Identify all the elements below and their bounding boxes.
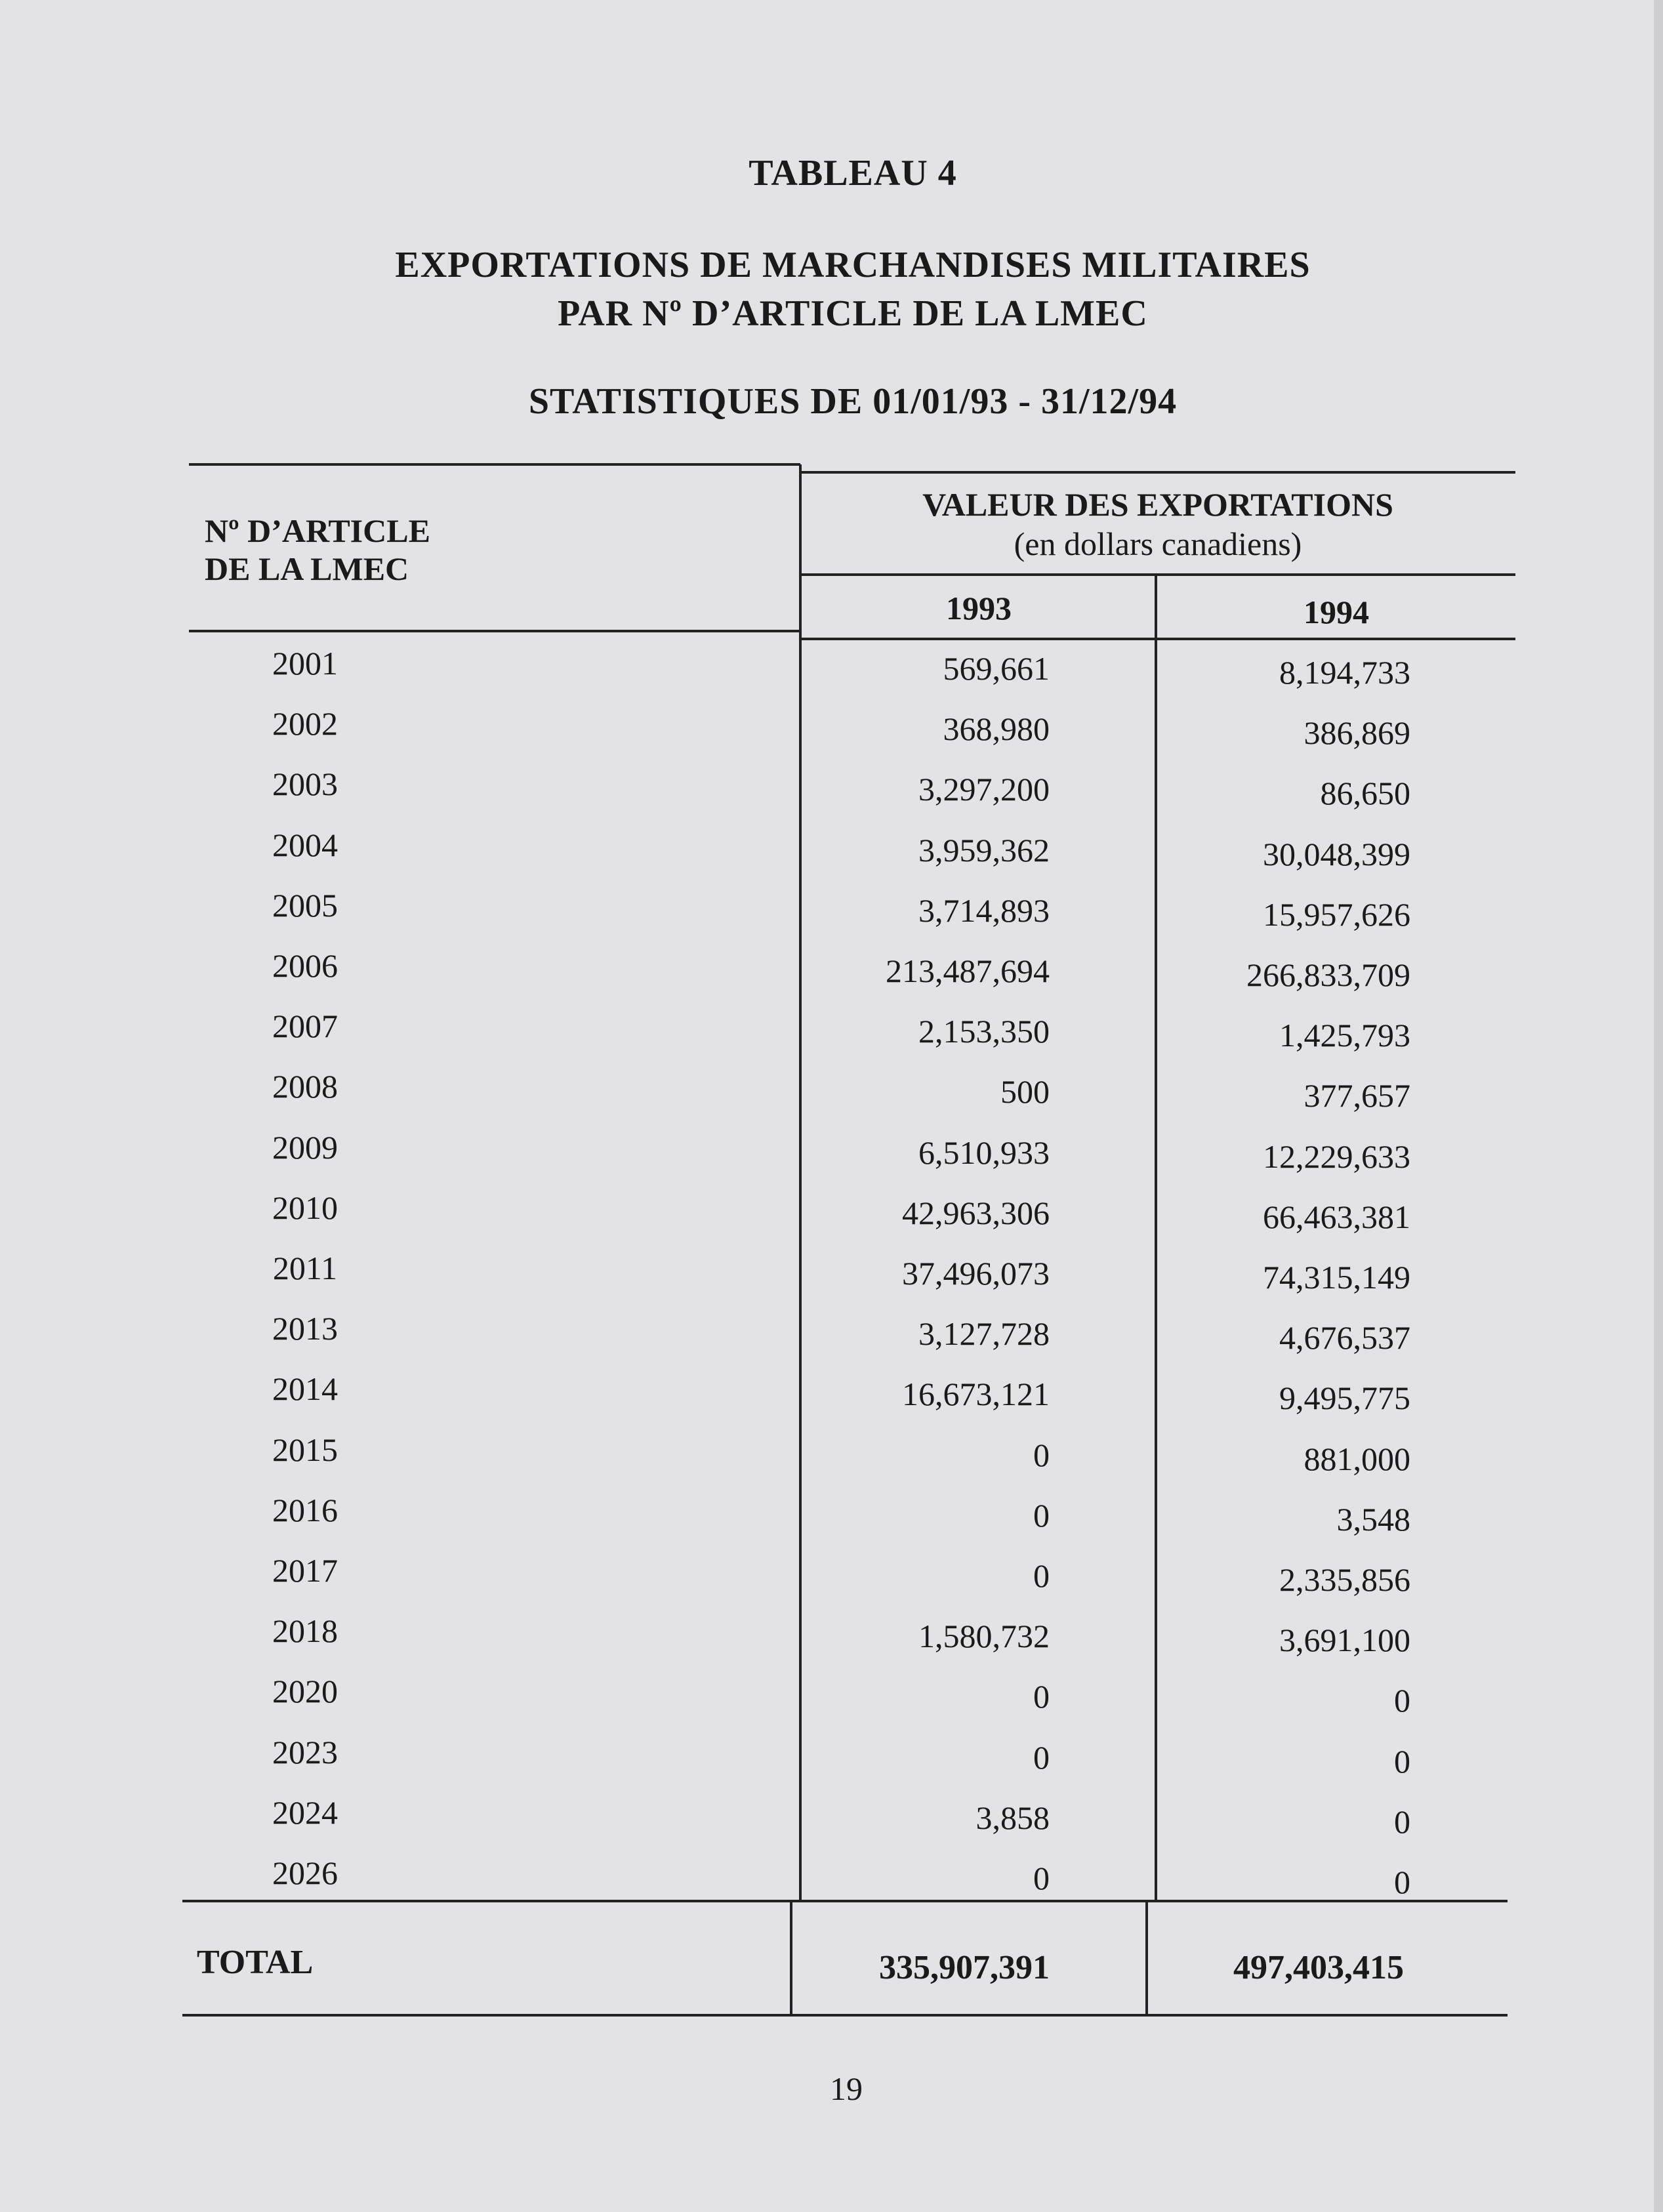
table-row <box>0 1370 1663 1430</box>
rule-total-bottom <box>182 2014 1508 2017</box>
value-1994-cell: 0 <box>1394 1803 1410 1840</box>
article-number-cell: 2014 <box>272 1370 338 1407</box>
value-1994-cell: 74,315,149 <box>1263 1259 1410 1296</box>
value-1994-cell: 3,691,100 <box>1279 1622 1410 1658</box>
article-number-cell: 2013 <box>272 1310 338 1347</box>
table-subtitle-line2: PAR Nº D’ARTICLE DE LA LMEC <box>558 293 1148 334</box>
value-1994-cell: 2,335,856 <box>1279 1561 1410 1598</box>
year-1993-header: 1993 <box>946 590 1012 626</box>
value-1994-cell: 86,650 <box>1320 775 1410 811</box>
value-1994-cell: 0 <box>1394 1864 1410 1900</box>
table-row <box>0 644 1663 705</box>
article-number-cell: 2006 <box>272 947 338 984</box>
value-header-line1: VALEUR DES EXPORTATIONS <box>922 486 1393 523</box>
value-1994-cell: 0 <box>1394 1682 1410 1719</box>
value-1994-cell: 4,676,537 <box>1279 1319 1410 1356</box>
value-1993-cell: 0 <box>1033 1739 1050 1776</box>
value-1994-cell: 1,425,793 <box>1279 1017 1410 1054</box>
value-1994-cell: 377,657 <box>1304 1077 1410 1114</box>
value-1994-cell: 0 <box>1394 1743 1410 1780</box>
table-row <box>0 1007 1663 1067</box>
total-1994: 497,403,415 <box>1233 1949 1404 1986</box>
value-header-line2: (en dollars canadiens) <box>1014 525 1302 562</box>
value-1994-cell: 12,229,633 <box>1263 1138 1410 1175</box>
total-1993: 335,907,391 <box>879 1949 1050 1986</box>
value-1993-cell: 16,673,121 <box>902 1376 1050 1412</box>
article-number-cell: 2024 <box>272 1794 338 1831</box>
value-1994-cell: 386,869 <box>1304 714 1410 751</box>
value-1993-cell: 0 <box>1033 1860 1050 1896</box>
table-row <box>0 765 1663 825</box>
table-row <box>0 826 1663 886</box>
article-number-cell: 2023 <box>272 1734 338 1771</box>
table-row <box>0 1672 1663 1732</box>
article-number-cell: 2002 <box>272 705 338 742</box>
article-number-cell: 2009 <box>272 1129 338 1166</box>
table-row <box>0 1309 1663 1370</box>
table-row <box>0 1612 1663 1672</box>
article-number-cell: 2004 <box>272 827 338 863</box>
value-1994-cell: 66,463,381 <box>1263 1198 1410 1235</box>
value-1994-cell: 881,000 <box>1304 1441 1410 1477</box>
rule-header-right <box>800 638 1515 640</box>
rule-top-left <box>189 463 800 466</box>
value-1994-cell: 8,194,733 <box>1279 654 1410 691</box>
article-number-cell: 2008 <box>272 1068 338 1105</box>
value-1993-cell: 500 <box>1000 1073 1050 1110</box>
value-1994-cell: 15,957,626 <box>1263 896 1410 933</box>
rule-header-left <box>189 630 800 632</box>
value-1993-cell: 3,127,728 <box>918 1315 1050 1352</box>
article-number-cell: 2026 <box>272 1854 338 1891</box>
value-1993-cell: 2,153,350 <box>918 1013 1050 1050</box>
table-row <box>0 886 1663 947</box>
article-number-cell: 2011 <box>272 1250 338 1286</box>
article-number-cell: 2005 <box>272 887 338 924</box>
table-row <box>0 1189 1663 1249</box>
article-header-line1: Nº D’ARTICLE <box>205 512 430 549</box>
value-1993-cell: 213,487,694 <box>886 952 1050 989</box>
article-number-cell: 2001 <box>272 645 338 682</box>
article-number-cell: 2018 <box>272 1612 338 1649</box>
table-row <box>0 1491 1663 1551</box>
article-number-cell: 2017 <box>272 1552 338 1589</box>
article-number-cell: 2016 <box>272 1492 338 1528</box>
table-row <box>0 1854 1663 1914</box>
table-row <box>0 1067 1663 1128</box>
value-1993-cell: 0 <box>1033 1557 1050 1594</box>
value-1993-cell: 0 <box>1033 1678 1050 1715</box>
table-row <box>0 1793 1663 1854</box>
value-1994-cell: 266,833,709 <box>1246 956 1410 993</box>
value-1993-cell: 368,980 <box>943 710 1050 747</box>
value-1993-cell: 3,297,200 <box>918 771 1050 808</box>
value-1994-cell: 3,548 <box>1336 1501 1410 1538</box>
value-1994-cell: 30,048,399 <box>1263 836 1410 872</box>
value-1993-cell: 1,580,732 <box>918 1618 1050 1654</box>
statistics-period: STATISTIQUES DE 01/01/93 - 31/12/94 <box>528 381 1178 422</box>
article-header-line2: DE LA LMEC <box>205 550 409 587</box>
value-1993-cell: 0 <box>1033 1497 1050 1534</box>
value-1993-cell: 42,963,306 <box>902 1195 1050 1231</box>
article-number-cell: 2010 <box>272 1189 338 1226</box>
rule-value-header <box>800 573 1515 576</box>
table-row <box>0 1249 1663 1309</box>
total-label: TOTAL <box>197 1944 314 1981</box>
value-1993-cell: 6,510,933 <box>918 1134 1050 1171</box>
year-1994-header: 1994 <box>1304 594 1369 630</box>
table-title: TABLEAU 4 <box>749 153 957 194</box>
table-row <box>0 1733 1663 1793</box>
table-subtitle-line1: EXPORTATIONS DE MARCHANDISES MILITAIRES <box>395 245 1311 285</box>
value-1993-cell: 569,661 <box>943 650 1050 687</box>
value-1993-cell: 3,959,362 <box>918 832 1050 869</box>
value-1993-cell: 3,714,893 <box>918 892 1050 929</box>
table-row <box>0 1128 1663 1189</box>
table-row <box>0 1551 1663 1612</box>
value-1993-cell: 0 <box>1033 1437 1050 1473</box>
table-row <box>0 947 1663 1007</box>
table-row <box>0 1431 1663 1491</box>
value-1994-cell: 9,495,775 <box>1279 1380 1410 1416</box>
article-number-cell: 2020 <box>272 1673 338 1710</box>
value-1993-cell: 37,496,073 <box>902 1255 1050 1292</box>
article-number-cell: 2007 <box>272 1008 338 1044</box>
page-number: 19 <box>830 2070 863 2107</box>
table-row <box>0 705 1663 765</box>
rule-top-right <box>800 471 1515 474</box>
value-1993-cell: 3,858 <box>975 1799 1050 1836</box>
article-number-cell: 2003 <box>272 766 338 802</box>
article-number-cell: 2015 <box>272 1431 338 1468</box>
